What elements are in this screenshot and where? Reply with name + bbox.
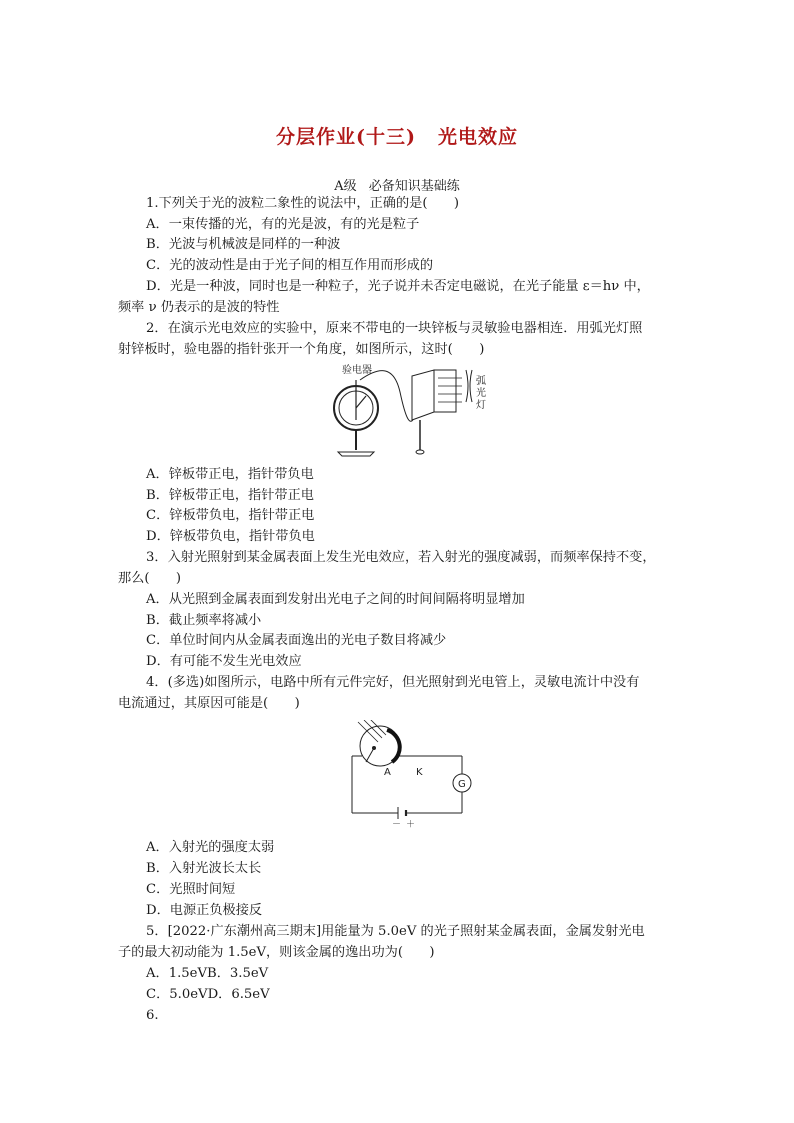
anode-label: A bbox=[384, 767, 391, 778]
section-heading bbox=[0, 175, 794, 194]
q4-option-c: C．光照时间短 bbox=[146, 882, 236, 897]
q5-options-cd: C．5.0eVD．6.5eV bbox=[146, 987, 270, 1002]
q5-stem-line1: 5．[2022·广东潮州高三期末]用能量为 5.0eV 的光子照射某金属表面，金属发射光电 bbox=[146, 924, 645, 939]
q2-stem-line2: 射锌板时，验电器的指针张开一个角度，如图所示，这时( ) bbox=[118, 342, 485, 357]
q1-option-d-line2: 频率 ν 仍表示的是波的特性 bbox=[118, 300, 280, 315]
q1-option-c: C．光的波动性是由于光子间的相互作用而形成的 bbox=[146, 258, 434, 273]
q5-stem-line2: 子的最大初动能为 1.5eV，则该金属的逸出功为( ) bbox=[118, 945, 435, 960]
q1-stem: 1.下列关于光的波粒二象性的说法中，正确的是( ) bbox=[146, 196, 459, 211]
electroscope-base bbox=[338, 452, 374, 456]
title-topic: 光电效应 bbox=[437, 126, 518, 148]
title-main: 分层作业(十三) bbox=[276, 126, 416, 148]
section-level: A级 bbox=[334, 179, 357, 194]
page-title bbox=[0, 122, 794, 149]
phototube-circuit-figure bbox=[340, 720, 490, 828]
q2-option-c: C．锌板带负电，指针带正电 bbox=[146, 508, 315, 523]
zinc-plate-front bbox=[434, 370, 456, 412]
q3-stem-line1: 3．入射光照射到某金属表面上发生光电效应，若入射光的强度减弱，而频率保持不变， bbox=[146, 550, 656, 565]
galvanometer-label: G bbox=[458, 779, 466, 790]
q1-option-b: B．光波与机械波是同样的一种波 bbox=[146, 237, 341, 252]
q4-option-d: D．电源正负极接反 bbox=[146, 903, 263, 918]
zinc-plate-side bbox=[412, 370, 434, 420]
electroscope-label: 验电器 bbox=[342, 365, 372, 376]
q6-stem: 6. bbox=[146, 1008, 159, 1023]
q3-option-c: C．单位时间内从金属表面逸出的光电子数目将减少 bbox=[146, 633, 447, 648]
q3-option-b: B．截止频率将减小 bbox=[146, 613, 262, 628]
q4-option-b: B．入射光波长太长 bbox=[146, 861, 262, 876]
section-name: 必备知识基础练 bbox=[368, 179, 460, 194]
q4-option-a: A．入射光的强度太弱 bbox=[146, 840, 275, 855]
q2-option-a: A．锌板带正电，指针带负电 bbox=[146, 467, 314, 482]
q2-stem-line1: 2．在演示光电效应的实验中，原来不带电的一块锌板与灵敏验电器相连．用弧光灯照 bbox=[146, 321, 643, 336]
q5-options-ab: A．1.5eVB．3.5eV bbox=[146, 966, 269, 981]
q1-option-a: A．一束传播的光，有的光是波，有的光是粒子 bbox=[146, 217, 420, 232]
battery-minus-label: － bbox=[392, 820, 402, 828]
q2-option-d: D．锌板带负电，指针带负电 bbox=[146, 529, 315, 544]
q2-option-b: B．锌板带正电，指针带正电 bbox=[146, 488, 314, 503]
lamp-label-2: 光 bbox=[476, 388, 486, 399]
q4-stem-line1: 4．(多选)如图所示，电路中所有元件完好，但光照射到光电管上，灵敏电流计中没有 bbox=[146, 675, 640, 690]
plate-stand-base bbox=[416, 450, 424, 454]
cathode-label: K bbox=[416, 767, 423, 778]
q3-stem-line2: 那么( ) bbox=[118, 571, 182, 586]
q4-stem-line2: 电流通过，其原因可能是( ) bbox=[118, 696, 300, 711]
battery-plus-label: ＋ bbox=[406, 820, 416, 828]
q3-option-d: D．有可能不发生光电效应 bbox=[146, 654, 302, 669]
q3-option-a: A．从光照到金属表面到发射出光电子之间的时间间隔将明显增加 bbox=[146, 592, 525, 607]
arc-lamp-right bbox=[470, 370, 472, 402]
lamp-label-1: 弧 bbox=[476, 376, 486, 387]
electroscope-figure bbox=[320, 362, 500, 462]
q1-option-d-line1: D．光是一种波，同时也是一种粒子，光子说并未否定电磁说，在光子能量 ε＝hν 中， bbox=[146, 279, 650, 294]
electroscope-pointer bbox=[356, 396, 366, 408]
lamp-label-3: 灯 bbox=[476, 400, 486, 411]
arc-lamp-left bbox=[466, 370, 468, 402]
